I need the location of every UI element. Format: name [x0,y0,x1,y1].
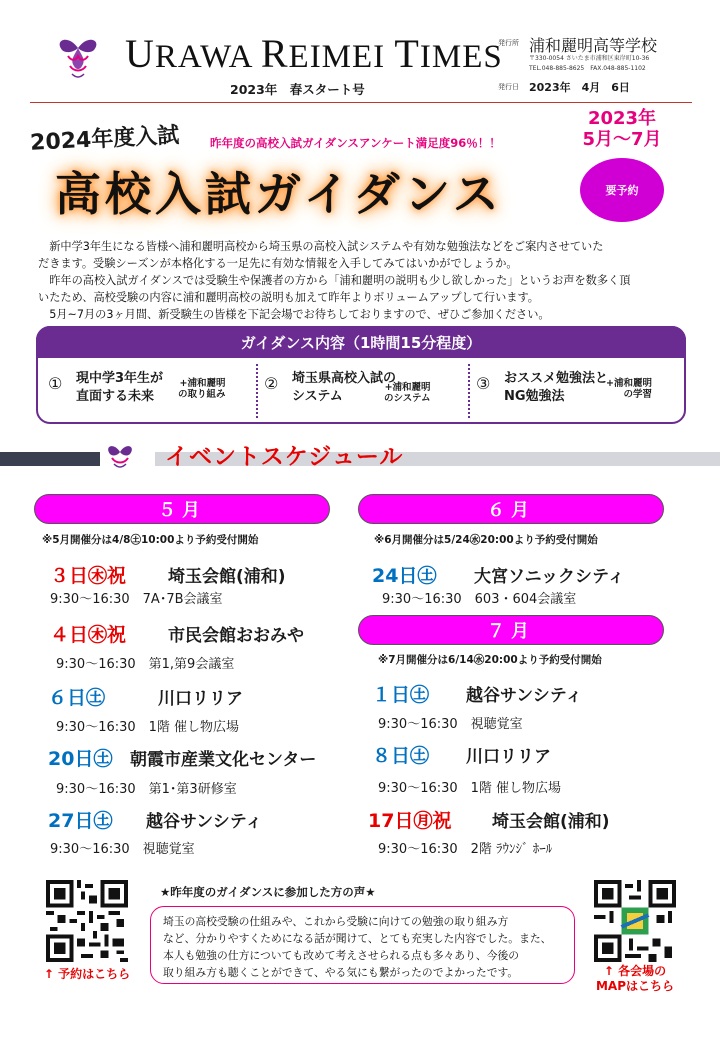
guidance-divider [256,364,258,418]
reservation-qr-code[interactable] [46,880,128,962]
school-address: 〒330-0054 さいたま市浦和区東岸町10-36 [529,55,650,62]
school-phone: TEL.048-885-8625 FAX.048-885-1102 [529,65,646,72]
guidance-item-2 [264,366,464,416]
testimonial-line: 埼玉の高校受験の仕組みや、これから受験に向けての勉強の取り組み方 [163,915,509,928]
event-time-room: 9:30～16:30 第1･第3研修室 [56,782,237,797]
event-time-room: 9:30～16:30 1階 催し物広場 [378,781,562,796]
intro-line: 5月~7月の3ヶ月間、新受験生の皆様を下記会場でお待ちしておりますので、ぜひご参加ください。 [49,308,550,321]
guidance-heading: ガイダンス内容（1時間15分程度） [36,326,686,358]
guidance-item-1 [48,366,248,416]
guidance-item-number: ② [264,374,279,393]
header-divider [30,102,692,103]
intro-line: いたため、高校受験の内容に浦和麗明高校の説明も加えて昨年よりボリュームアップして行います。 [38,291,539,304]
event-time-room: 9:30～16:30 視聴覚室 [378,717,523,732]
event-venue: 大宮ソニックシティ [474,567,625,587]
reservation-note-july: ※7月開催分は6/14㊌20:00より予約受付開始 [378,654,602,666]
month-header-july: ７月 [358,615,664,645]
testimonial-line: など、分かりやすくためになる話が聞けて、とても充実した内容でした。また、 [163,932,552,945]
event-venue: 埼玉会館(浦和) [168,567,286,587]
event-day: ６日㊏ [48,687,106,709]
event-period [572,108,672,150]
event-time-room: 9:30～16:30 第1,第9会議室 [56,657,235,672]
intro-text [38,238,694,323]
venue-map-link-label[interactable]: ↑ 各会場の MAPはこちら [595,964,675,993]
ribbon-icon [100,440,140,472]
publish-date: 2023年 4月 6日 [529,81,630,94]
publisher-label: 発行所 [498,39,519,47]
event-venue: 朝霞市産業文化センター [130,750,317,770]
event-day: 17日㊊祝 [368,810,452,832]
testimonial-box [150,906,575,984]
month-header-may: ５月 [34,494,330,524]
schedule-title: イベントスケジュール [165,444,404,470]
reservation-link-label[interactable]: ↑ 予約はこちら [43,967,131,981]
event-day: ３日㊍祝 [50,565,127,587]
reservation-note-june: ※6月開催分は5/24㊌20:00より予約受付開始 [374,534,598,546]
event-venue: 市民会館おおみや [168,626,304,646]
event-day: ４日㊍祝 [50,624,127,646]
guidance-divider [468,364,470,418]
event-day: 27日㊏ [48,810,113,832]
guidance-item-extra: +浦和麗明 のシステム [384,382,431,404]
event-day: 24日㊏ [372,565,437,587]
guidance-item-number: ③ [476,374,491,393]
event-time-room: 9:30～16:30 視聴覚室 [50,842,195,857]
intro-line: 新中学3年生になる皆様へ浦和麗明高校から埼玉県の高校入試システムや有効な勉強法などをご案内させていた [49,240,604,253]
guidance-item-title: おススメ勉強法と NG勉強法 [504,371,609,404]
period-year: 2023年 [587,108,657,129]
guidance-item-number: ① [48,374,63,393]
satisfaction-note: 昨年度の高校入試ガイダンスアンケート満足度96％！！ [210,136,501,150]
event-venue: 埼玉会館(浦和) [492,812,610,832]
guidance-item-3 [476,366,681,416]
guidance-item-extra: +浦和麗明 の学習 [606,378,652,400]
exam-year-subtitle: 2024年度入試 [29,123,180,156]
event-time-room: 9:30～16:30 7A･7B会議室 [50,592,223,607]
issue-label: 2023年 春スタート号 [230,82,365,97]
reservation-note-may: ※5月開催分は4/8㊏10:00より予約受付開始 [42,534,259,546]
event-venue: 越谷サンシティ [466,686,583,706]
masthead-title: URAWA REIMEI TIMES [125,31,503,76]
event-day: １日㊏ [372,684,430,706]
reservation-badge: 要予約 [580,158,664,222]
venue-map-qr-code[interactable] [594,880,676,962]
event-venue: 越谷サンシティ [146,812,263,832]
event-venue: 川口リリア [158,689,243,709]
main-title: 高校入試ガイダンス [55,167,503,221]
guidance-item-title: 現中学3年生が 直面する未来 [76,371,164,404]
event-time-room: 9:30～16:30 1階 催し物広場 [56,720,240,735]
testimonial-line: 本人も勉強の仕方についても改めて考えさせられる点も多々あり、今後の [163,949,520,962]
intro-line: だきます。受験シーズンが本格化する一足先に有効な情報を入手してみてはいかがでしょうか。 [38,257,518,270]
date-label: 発行日 [498,83,519,91]
banner-bar-dark [0,452,100,466]
school-logo-icon [50,26,106,82]
event-time-room: 9:30～16:30 603・604会議室 [382,592,577,607]
month-header-june: ６月 [358,494,664,524]
intro-line: 昨年の高校入試ガイダンスでは受験生や保護者の方から「浦和麗明の説明も少し欲しかった」というお声を数多く頂 [49,274,631,287]
guidance-item-title: 埼玉県高校入試の システム [292,371,397,404]
event-venue: 川口リリア [466,747,551,767]
testimonial-title: ★昨年度のガイダンスに参加した方の声★ [160,885,376,899]
school-name: 浦和麗明高等学校 [529,36,658,55]
event-time-room: 9:30～16:30 2階 ﾗｳﾝｼﾞ ﾎｰﾙ [378,842,553,857]
event-day: 20日㊏ [48,748,113,770]
guidance-content-box [36,326,686,424]
testimonial-line: 取り組み方も聴くことができて、やる気にも繋がったのでよかったです。 [163,966,519,979]
period-months: 5月～7月 [582,129,662,150]
guidance-item-extra: +浦和麗明 の取り組み [178,378,226,400]
event-day: ８日㊏ [372,745,430,767]
